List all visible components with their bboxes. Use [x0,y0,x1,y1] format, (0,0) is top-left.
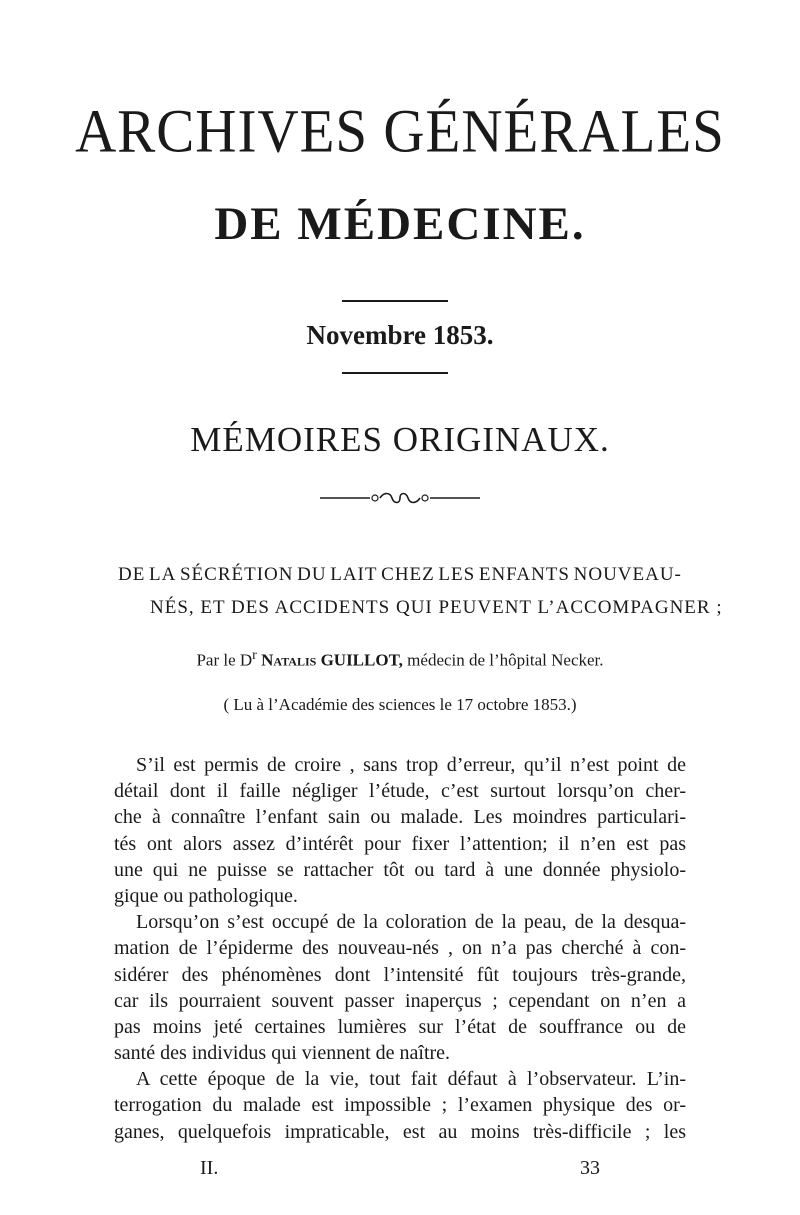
body-text [114,752,686,1145]
author-prefix: Par le D [196,650,253,670]
divider-rule-bottom [342,372,448,374]
author-name: Natalis GUILLOT, [261,650,403,670]
author-affiliation: médecin de l’hôpital Necker. [407,650,604,670]
page-number: 33 [580,1157,600,1179]
ornament-divider [320,490,480,506]
author-line [0,642,800,674]
article-title-word: SÉCRÉTION [179,564,294,585]
section-title: MÉMOIRES ORIGINAUX. [190,420,610,459]
article-title-word: CHEZ [381,564,435,585]
article-title-word: LES [438,564,476,585]
body-line: terrogation du malade est impossible ; l’examen physique des or- [114,1094,686,1117]
body-line: Lorsqu’on s’est occupé de la coloration de la peau, de la desqua- [136,911,686,934]
article-title-line2: NÉS, ET DES ACCIDENTS QUI PEUVENT L’ACCOMPAGNER ; [150,597,723,618]
article-title-word: DE [118,564,146,585]
body-line: ganes, quelquefois impraticable, est au moins très-difficile ; les [114,1120,686,1143]
body-line: A cette époque de la vie, tout fait défaut à l’observateur. L’in- [136,1068,686,1091]
article-title-line1 [118,560,682,590]
body-line: santé des individus qui viennent de naître. [114,1042,451,1065]
body-line: tés ont alors assez d’intérêt pour fixer l’attention; il n’en est pas [114,832,686,855]
signature-mark: II. [200,1157,219,1179]
body-line: gique ou pathologique. [114,884,298,907]
author-prefix-sup: r [252,647,257,663]
article-title-word: LA [148,564,177,585]
issue-date: Novembre 1853. [306,320,494,350]
body-line: mation de l’épiderme des nouveau-nés , on n’a pas cherché à con- [114,937,686,960]
divider-rule-top [342,300,448,302]
body-line: pas moins jeté certaines lumières sur l’état de souffrance ou de [114,1015,686,1038]
article-title-word: DU [297,564,327,585]
article-title-word: NOUVEAU- [573,564,682,585]
body-line: sidérer des phénomènes dont l’intensité fût toujours très-grande, [114,963,686,986]
body-line: détail dont il faille négliger l’étude, c’est surtout lorsqu’on cher- [114,780,686,803]
body-line: S’il est permis de croire , sans trop d’erreur, qu’il n’est point de [136,754,686,776]
body-line: che à connaître l’enfant sain ou malade. Les moindres particulari- [114,806,686,829]
body-line: une qui ne puisse se rattacher tôt ou tard à une donnée physiolo- [114,858,686,881]
journal-title: ARCHIVES GÉNÉRALES [75,97,725,166]
body-line: car ils pourraient souvent passer inaperçus ; cependant on n’en a [114,989,686,1012]
journal-subtitle: DE MÉDECINE. [214,198,586,250]
read-note: ( Lu à l’Académie des sciences le 17 octobre 1853.) [223,695,577,714]
article-title-word: ENFANTS [478,564,570,585]
article-title-word: LAIT [330,564,378,585]
